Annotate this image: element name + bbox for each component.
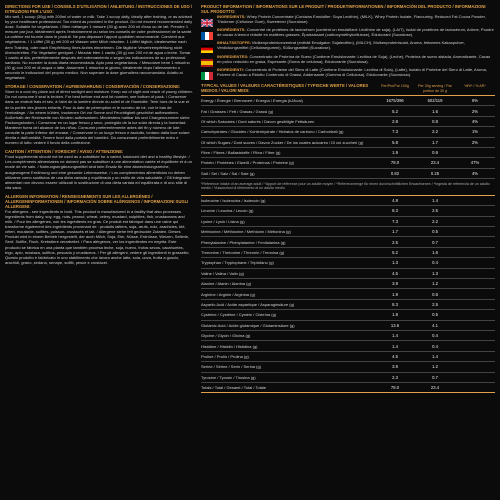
table-row xyxy=(201,237,495,247)
table-row xyxy=(201,300,495,310)
row-values xyxy=(375,160,495,165)
row-values xyxy=(375,150,495,155)
table-row xyxy=(201,373,495,383)
row-v1: 78.0 xyxy=(390,160,400,166)
row-v1: 1.4 xyxy=(392,333,398,339)
table-row xyxy=(201,248,495,258)
col-header-per-serving: Per 30g serving / Par portion de 30 g xyxy=(418,84,452,93)
storage-section xyxy=(5,84,193,145)
table-row xyxy=(201,258,495,268)
storage-heading: STORAGE / CONSERVATION / AUFBEWAHRUNG / CONSERVACIÓN / CONSERVAZIONE: xyxy=(5,84,181,90)
row-label: Of which Sugars / Dont sucres / Davon Zucker / De los cuales azúcares / Di cui zuccheri (g) xyxy=(201,139,364,145)
row-values xyxy=(375,333,495,338)
row-v1: 7.3 xyxy=(392,129,398,135)
row-v3 xyxy=(455,229,495,234)
fr-flag-icon xyxy=(201,27,213,35)
caution-section xyxy=(5,149,193,190)
table-row xyxy=(201,158,495,168)
total-values xyxy=(375,385,495,390)
table-row xyxy=(201,138,495,148)
row-v2: 0.8 xyxy=(432,118,438,124)
row-v2: 1.4 xyxy=(432,353,438,359)
ingredient-row-fr xyxy=(201,27,495,37)
ingredient-body: Molkenproteinkonzentrat (enthält Emulgator: Sojalecithin), (MILCH), Molkenproteinisolat, Aroma, fettarmes Kakaopulver, Verdickungsmittel (Cellulosegummi), Süßungsmittel (Sucralose). xyxy=(217,40,465,51)
row-v1: 2.8 xyxy=(392,118,398,124)
row-v1: 4.5 xyxy=(392,353,398,359)
row-v3 xyxy=(455,219,495,224)
row-v2: 1.3 xyxy=(432,270,438,276)
table-row xyxy=(201,331,495,341)
row-v2: 1.7 xyxy=(432,139,438,145)
row-label: Valine / Valina / Valin (g) xyxy=(201,270,244,276)
row-v1: 5.2 xyxy=(392,108,398,114)
row-v2: 2.5 xyxy=(432,208,438,214)
row-label: Fat / Graisses / Fett / Grasas / Grassi (g) xyxy=(201,108,274,114)
right-column xyxy=(197,0,500,500)
row-v2: 0.7 xyxy=(432,239,438,245)
row-v3 xyxy=(455,323,495,328)
row-v1: 0.82 xyxy=(390,170,400,176)
table-row xyxy=(201,352,495,362)
row-v1: 4.8 xyxy=(392,198,398,204)
row-v1: 1.9 xyxy=(392,150,398,156)
row-v3 xyxy=(455,240,495,245)
table-row xyxy=(201,117,495,127)
row-v3 xyxy=(455,198,495,203)
row-values xyxy=(375,240,495,245)
row-v2: 0.4 xyxy=(432,343,438,349)
row-values xyxy=(375,364,495,369)
row-v1: 1675/396 xyxy=(386,98,404,104)
ri-footnote: *Reference intake of an average adult / *Apport de référence pour un adulte moyen / *Referenzmenge für einen durchschnittlichen Erwachsenen / *Ingesta de referencia de un adulto medio / *Assunzioni di riferimento di un adulto medio xyxy=(201,182,490,191)
amino-rows xyxy=(201,196,495,383)
row-v3 xyxy=(455,271,495,276)
row-v2: 1.2 xyxy=(432,281,438,287)
row-values xyxy=(375,302,495,307)
ingredient-row-de xyxy=(201,40,495,50)
row-v1: 3.9 xyxy=(392,281,398,287)
row-label: Glutamic Acid / Acide glutamique / Glutaminsäure (g) xyxy=(201,322,295,328)
row-label: Leucine / Leucina / Leucin (g) xyxy=(201,208,254,214)
uk-flag-icon xyxy=(201,14,213,22)
row-label: Lysine / Lysin / Lisina (g) xyxy=(201,218,245,224)
row-v3 xyxy=(455,354,495,359)
row-v3 xyxy=(455,208,495,213)
storage-text: Store in a cool dry place out of direct sunlight and moisture. Keep out of sight and reach of young children. Do not consume if seal is broken. For best before end and lot number, see bottom of pack. / Conserver dans un endroit frais et sec, à l'abri de la lumière directe du soleil et de l'humidité. Tenir hors de la vue et de la portée des jeunes enfants. Pour la date de péremption et le numéro de lot, voir le bas de l'emballage. / An einem kühlen, trockenen Ort vor Sonne und Feuchtigkeit geschützt aufbewahren. Außerhalb der Reichweite von Kindern aufbewahren. Mindestens haltbar bis und Chargennummer siehe Packungsboden. / Conservar en un lugar fresco y seco, protegido de la luz solar directa y la humedad. Mantener fuera del alcance de los niños. Consumir preferentemente antes del fin y número de lote: consulte la parte inferior del envase. / Conservare in un luogo fresco e asciutto, lontano dalla luce solare diretta e dall'umidità. Tenere fuori dalla portata dei bambini. Da consumarsi preferibilmente entro e numero di lotto: vedere il fondo della confezione. xyxy=(5,89,193,146)
row-v2: 2.5 xyxy=(432,301,438,307)
table-row xyxy=(201,196,495,206)
ingredient-body: Concentrato di Proteine del Siero di Latte (Contiene Emulsionante: Lecitina di Soia), (Latte), Isolato di Proteine del Siero di Latte, Aroma, Polvere di Cacao a Ridotto Contenuto di Grassi, Addensante (Gomma di Cellulosa), Edulcorante (Sucralosio). xyxy=(217,66,487,77)
row-label: Tryptophan / Tryptophane / Triptófano (g) xyxy=(201,260,274,266)
directions-text: Mix well, 1 scoop (30g) with 200ml of water or milk. Take 1 scoop daily, ideally after training, or as advised by your healthcare professional. Too mixed as provided in the product. Do not exceed recommended daily dose. Suitable for vegetarians. / Bien mélanger 1 mesure (30 g) avec 200 ml d'eau ou de lait. Prendre 1 mesure par jour, idéalement après l'entraînement ou selon les conseils de votre professionnel de la santé. La caféine est fournie dans le produit. Ne pas dépasser l'apport quotidien recommandé. Convient aux végétariens. / 1 Löffel (30 g) mit 200 ml Wasser oder Milch mischen. 1 Löffel täglich, idealerweise nach dem Training, oder nach Empfehlung Ihres Arztes einnehmen. Die tägliche Verzehrempfehlung nicht überschreiten. Für Vegetarier geeignet. / Mezclar bien 1 cacito (30 g) con 200 ml de agua o leche. Tomar 1 cacito al día, preferiblemente después del entrenamiento o según las indicaciones de su profesional sanitario. No exceder la dosis diaria recomendada. Apto para vegetarianos. / Mescolare bene 1 misurino (30 g) con 200 ml di acqua o latte. Assumere 1 misurino al giorno, idealmente dopo l'allenamento o secondo le indicazioni del proprio medico. Non superare la dose giornaliera raccomandata. Adatto ai vegetariani. xyxy=(5,14,193,81)
row-v2: 0.4 xyxy=(432,333,438,339)
de-flag-icon xyxy=(201,40,213,48)
table-row xyxy=(201,217,495,227)
row-v1: 8.3 xyxy=(392,301,398,307)
row-values xyxy=(375,208,495,213)
table-row xyxy=(201,169,495,179)
row-v1: 1.7 xyxy=(392,229,398,235)
row-values xyxy=(375,198,495,203)
col-header-ri: %RI* / % AR* xyxy=(464,84,486,89)
ingredient-text xyxy=(217,40,495,50)
row-values xyxy=(375,281,495,286)
row-v1: 4.5 xyxy=(392,270,398,276)
row-v1: 1.9 xyxy=(392,291,398,297)
nutrition-table-title: TYPICAL VALUES / VALEURS CARACTÉRISTIQUES / TYPISCHE WERTE / VALORES MEDIOS / VALORI MEDI: xyxy=(201,82,369,93)
row-v2: 1.2 xyxy=(432,364,438,370)
row-v2: 0.7 xyxy=(432,374,438,380)
row-values xyxy=(375,354,495,359)
col-header-per100g: Per/Pro/Por 100g xyxy=(381,84,409,89)
table-row xyxy=(201,279,495,289)
ingredient-label: INGRÉDIENTS: xyxy=(217,27,246,33)
row-v2: 2.2 xyxy=(432,129,438,135)
row-label: Histidine / Histidin / Histidina (g) xyxy=(201,343,258,349)
row-values xyxy=(375,323,495,328)
it-flag-icon xyxy=(201,67,213,75)
row-v2: 1.6 xyxy=(432,108,438,114)
row-v3: 4% xyxy=(471,118,479,124)
table-row xyxy=(201,127,495,137)
allergen-text: For allergens - see ingredients in bold. This product is manufactured in a facility that also processes ingredients from dairy, soy, egg, nuts, peanut, wheat, celery, mustard, sulphites, fish, crustaceans and milk. / Pour les allergènes, voir les ingrédients en gras. Ce produit est fabriqué dans une usine qui transforme également des ingrédients provenant de : produits laitiers, soja, œufs, noix, arachides, blé, céleri, moutarde, sulfites, poisson, crustacés et lait. / Allergene siehe fett gedruckte Zutaten. Dieses Produkt wird in einem Betrieb hergestellt, der auch Milch, Soja, Eier, Nüsse, Erdnüsse, Weizen, Sellerie, Senf, Sulfite, Fisch, Krebstiere verarbeitet. / Para alérgenos, ver los ingredientes en negrita. Este producto se fabrica en una planta que también procesa leche, soja, huevo, frutos secos, cacahuetes, trigo, apio, mostaza, sulfitos, pescado y crustáceos. / Per gli allergeni, vedere gli ingredienti in grassetto. Questo prodotto è fabbricato in uno stabilimento che lavora anche latte, soia, uova, frutta a guscio, arachidi, grano, sedano, senape, solfiti, pesce e crostacei. xyxy=(5,208,190,265)
ingredient-label: INGREDIENTI: xyxy=(217,66,245,72)
row-v2: 1.4 xyxy=(432,198,438,204)
caution-text: Food supplements should not be used as a substitute for a varied, balanced diet and a healthy lifestyle. / Les compléments alimentaires ne doivent pas se substituer à une alimentation variée et équilibrée et à un mode de vie sain. / Nahrungsergänzungsmittel sind kein Ersatz für eine abwechslungsreiche, ausgewogene Ernährung und eine gesunde Lebensweise. / Los complementos alimenticios no deben utilizarse como sustitutos de una dieta variada y equilibrada y un estilo de vida saludable. / Gli integratori alimentari non devono essere utilizzati in sostituzione di una dieta variata ed equilibrata e di uno stile di vita sano. xyxy=(5,154,192,190)
row-values xyxy=(375,260,495,265)
ingredient-body: Concentré de protéines de lactosérum (contient un émulsifiant: Lécithine de soja), (LAIT), Isolat de protéines de lactosérum, Arôme, Poudre de cacao à teneur réduite en matières grasses, Épaississant (carboxyméthylcellulose), Édulcorant (Sucralose). xyxy=(217,27,494,38)
row-v3: 2% xyxy=(471,108,479,114)
row-v3 xyxy=(455,333,495,338)
allergen-section xyxy=(5,194,193,265)
ingredient-label: INHALTSSTOFFE: xyxy=(217,40,252,46)
row-v1: 5.8 xyxy=(392,139,398,145)
row-label: Phenylalanine / Phénylalanine / Fenilalanina (g) xyxy=(201,239,286,245)
row-values xyxy=(375,129,495,134)
row-v3 xyxy=(455,281,495,286)
row-label: Cysteine / Cystéine / Cystein / Cisteína (g) xyxy=(201,312,277,318)
row-v3: 1% xyxy=(471,129,479,135)
row-values xyxy=(375,250,495,255)
row-v3: 4% xyxy=(471,170,479,176)
row-v2: 0.4 xyxy=(432,260,438,266)
row-v3 xyxy=(455,302,495,307)
row-v1: 5.2 xyxy=(392,250,398,256)
row-v1: 8.3 xyxy=(392,208,398,214)
row-label: Aspartic Acid / Acide aspartique / Asparaginsäure (g) xyxy=(201,301,295,307)
ingredient-label: INGREDIENTES: xyxy=(217,53,249,59)
table-row xyxy=(201,148,495,158)
table-row xyxy=(201,289,495,299)
caution-heading: CAUTION / ATTENTION / VORSICHT / AVISO / ATTENZIONE: xyxy=(5,149,124,155)
table-row xyxy=(201,362,495,372)
row-v1: 7.3 xyxy=(392,218,398,224)
ingredient-text xyxy=(217,14,495,24)
ingredient-row-es xyxy=(201,54,495,64)
allergen-heading: ALLERGEN INFORMATION / RENSEIGNEMENTS SUR LES ALLERGÈNES / ALLERGENINFORMATIONEN / INFORMACIÓN SOBRE ALÉRGENOS / INFORMAZIONI SUGLI ALLERGENI: xyxy=(5,193,189,209)
table-row xyxy=(201,341,495,351)
total-v3 xyxy=(455,385,495,390)
row-v1: 2.5 xyxy=(392,239,398,245)
directions-heading: DIRECTIONS FOR USE / CONSEILS D'UTILISATION / ANLEITUNG / INSTRUCCIONES DE USO / ISTRUZIONI PER L'USO: xyxy=(5,4,193,14)
row-label: Methionine / Méthionine / Methionin / Metionina (g) xyxy=(201,229,291,235)
es-flag-icon xyxy=(201,54,213,62)
row-v1: 1.4 xyxy=(392,343,398,349)
row-values xyxy=(375,98,495,103)
row-v3 xyxy=(455,260,495,265)
row-label: Glycine / Glycin / Glicina (g) xyxy=(201,333,251,339)
row-v1: 2.3 xyxy=(392,374,398,380)
row-v2: 4.1 xyxy=(432,322,438,328)
ingredient-row-uk xyxy=(201,14,495,24)
row-v1: 3.9 xyxy=(392,364,398,370)
row-v3: 2% xyxy=(471,139,479,145)
row-v2: 0.5 xyxy=(432,229,438,235)
table-row xyxy=(201,269,495,279)
row-values xyxy=(375,312,495,317)
ingredient-text xyxy=(217,27,495,37)
ingredient-row-it xyxy=(201,67,495,77)
row-label: Arginine / Arginin / Arginina (g) xyxy=(201,291,256,297)
row-v1: 13.6 xyxy=(390,322,400,328)
row-v2: 1.6 xyxy=(432,250,438,256)
nutrition-table-header xyxy=(201,83,495,96)
row-values xyxy=(375,271,495,276)
row-v3 xyxy=(455,344,495,349)
row-label: Salt / Sel / Salz / Sal / Sale (g) xyxy=(201,170,255,176)
row-label: Tyrosine / Tyrosin / Tirosina (g) xyxy=(201,374,256,380)
macro-rows xyxy=(201,96,495,179)
ingredients-list xyxy=(201,14,495,77)
row-values xyxy=(375,140,495,145)
row-values xyxy=(375,344,495,349)
left-column xyxy=(0,0,197,500)
row-label: Isoleucine / Isoleucina / Isoleucin (g) xyxy=(201,198,266,204)
row-v3 xyxy=(455,250,495,255)
row-values xyxy=(375,375,495,380)
row-v1: 1.8 xyxy=(392,312,398,318)
row-v3 xyxy=(455,375,495,380)
table-row xyxy=(201,106,495,116)
row-v1: 1.3 xyxy=(392,260,398,266)
row-v2: 0.25 xyxy=(430,170,440,176)
row-v2: 0.6 xyxy=(432,150,438,156)
row-v2: 2.2 xyxy=(432,218,438,224)
table-row xyxy=(201,310,495,320)
total-v1: 78.0 xyxy=(390,385,400,391)
row-v3: 6% xyxy=(471,98,479,104)
row-v3 xyxy=(455,150,495,155)
row-values xyxy=(375,109,495,114)
table-row xyxy=(201,206,495,216)
row-label: Protein / Protéines / Eiweiß / Proteínas / Proteine (g) xyxy=(201,160,294,166)
row-values xyxy=(375,171,495,176)
ingredient-body: Concentrado de Proteína de Suero (Contiene Emulsionante: Lecitina de Soja), (Leche), Proteína de suero aislada, Aromatizante, Cacao en polvo reducido en grasa, Espesante (Goma de celulosa), Edulcorante (Sucralosa). xyxy=(217,53,491,64)
table-row xyxy=(201,227,495,237)
row-v2: 23.4 xyxy=(430,160,440,166)
row-label: Threonine / Thréonine / Threonin / Treonina (g) xyxy=(201,250,285,256)
total-row xyxy=(201,383,495,393)
row-label: Serine / Sérine / Serin / Serina (g) xyxy=(201,364,262,370)
row-label: Energy / Énergie / Brennwert / Energía / Energia (kJ/kcal) xyxy=(201,98,303,104)
row-label: Carbohydrates / Glucides / Kohlenhydrate / Hidratos de carbono / Carboidrati (g) xyxy=(201,129,344,135)
ingredient-text xyxy=(217,67,495,77)
table-row xyxy=(201,321,495,331)
row-label: Of which Saturates / Dont saturés / Davon gesättigte Fettsäuren xyxy=(201,118,315,124)
row-v2: 502/119 xyxy=(427,98,443,104)
row-v3: 47% xyxy=(470,160,480,166)
row-label: Alanine / Alanin / Alanina (g) xyxy=(201,281,252,287)
total-label: Totals / Total / Gesamt / Total / Totale xyxy=(201,385,267,391)
row-v2: 0.6 xyxy=(432,291,438,297)
row-label: Proline / Prolin / Prolina (g) xyxy=(201,353,249,359)
table-row xyxy=(201,96,495,106)
row-v2: 0.5 xyxy=(432,312,438,318)
row-values xyxy=(375,119,495,124)
ingredient-body: Whey Protein Concentrate (Contains Emulsifier: Soya Lecithin), (MILK), Whey Protein Isolate, Flavouring, Reduced Fat Cocoa Powder, Thickener (Cellulose Gum), Sweetener (Sucralose). xyxy=(217,14,486,25)
row-v3 xyxy=(455,292,495,297)
directions-section xyxy=(5,4,193,80)
total-v2: 23.4 xyxy=(430,385,440,391)
ingredient-label: INGREDIENTS: xyxy=(217,14,246,19)
row-values xyxy=(375,292,495,297)
row-v3 xyxy=(455,364,495,369)
row-values xyxy=(375,219,495,224)
row-values xyxy=(375,229,495,234)
ingredient-text xyxy=(217,54,495,64)
row-v3 xyxy=(455,312,495,317)
product-info-heading: PRODUCT INFORMATION / INFORMATIONS SUR LE PRODUIT / PRODUKTINFORMATIONEN / INFORMACIÓN DEL PRODUCTO / INFORMAZIONI SUL PRODOTTO: xyxy=(201,4,486,14)
nutrition-column-headers xyxy=(375,84,495,93)
row-label: Fibre / Fibres / Ballaststoffe / Fibra / Fibre (g) xyxy=(201,150,281,156)
